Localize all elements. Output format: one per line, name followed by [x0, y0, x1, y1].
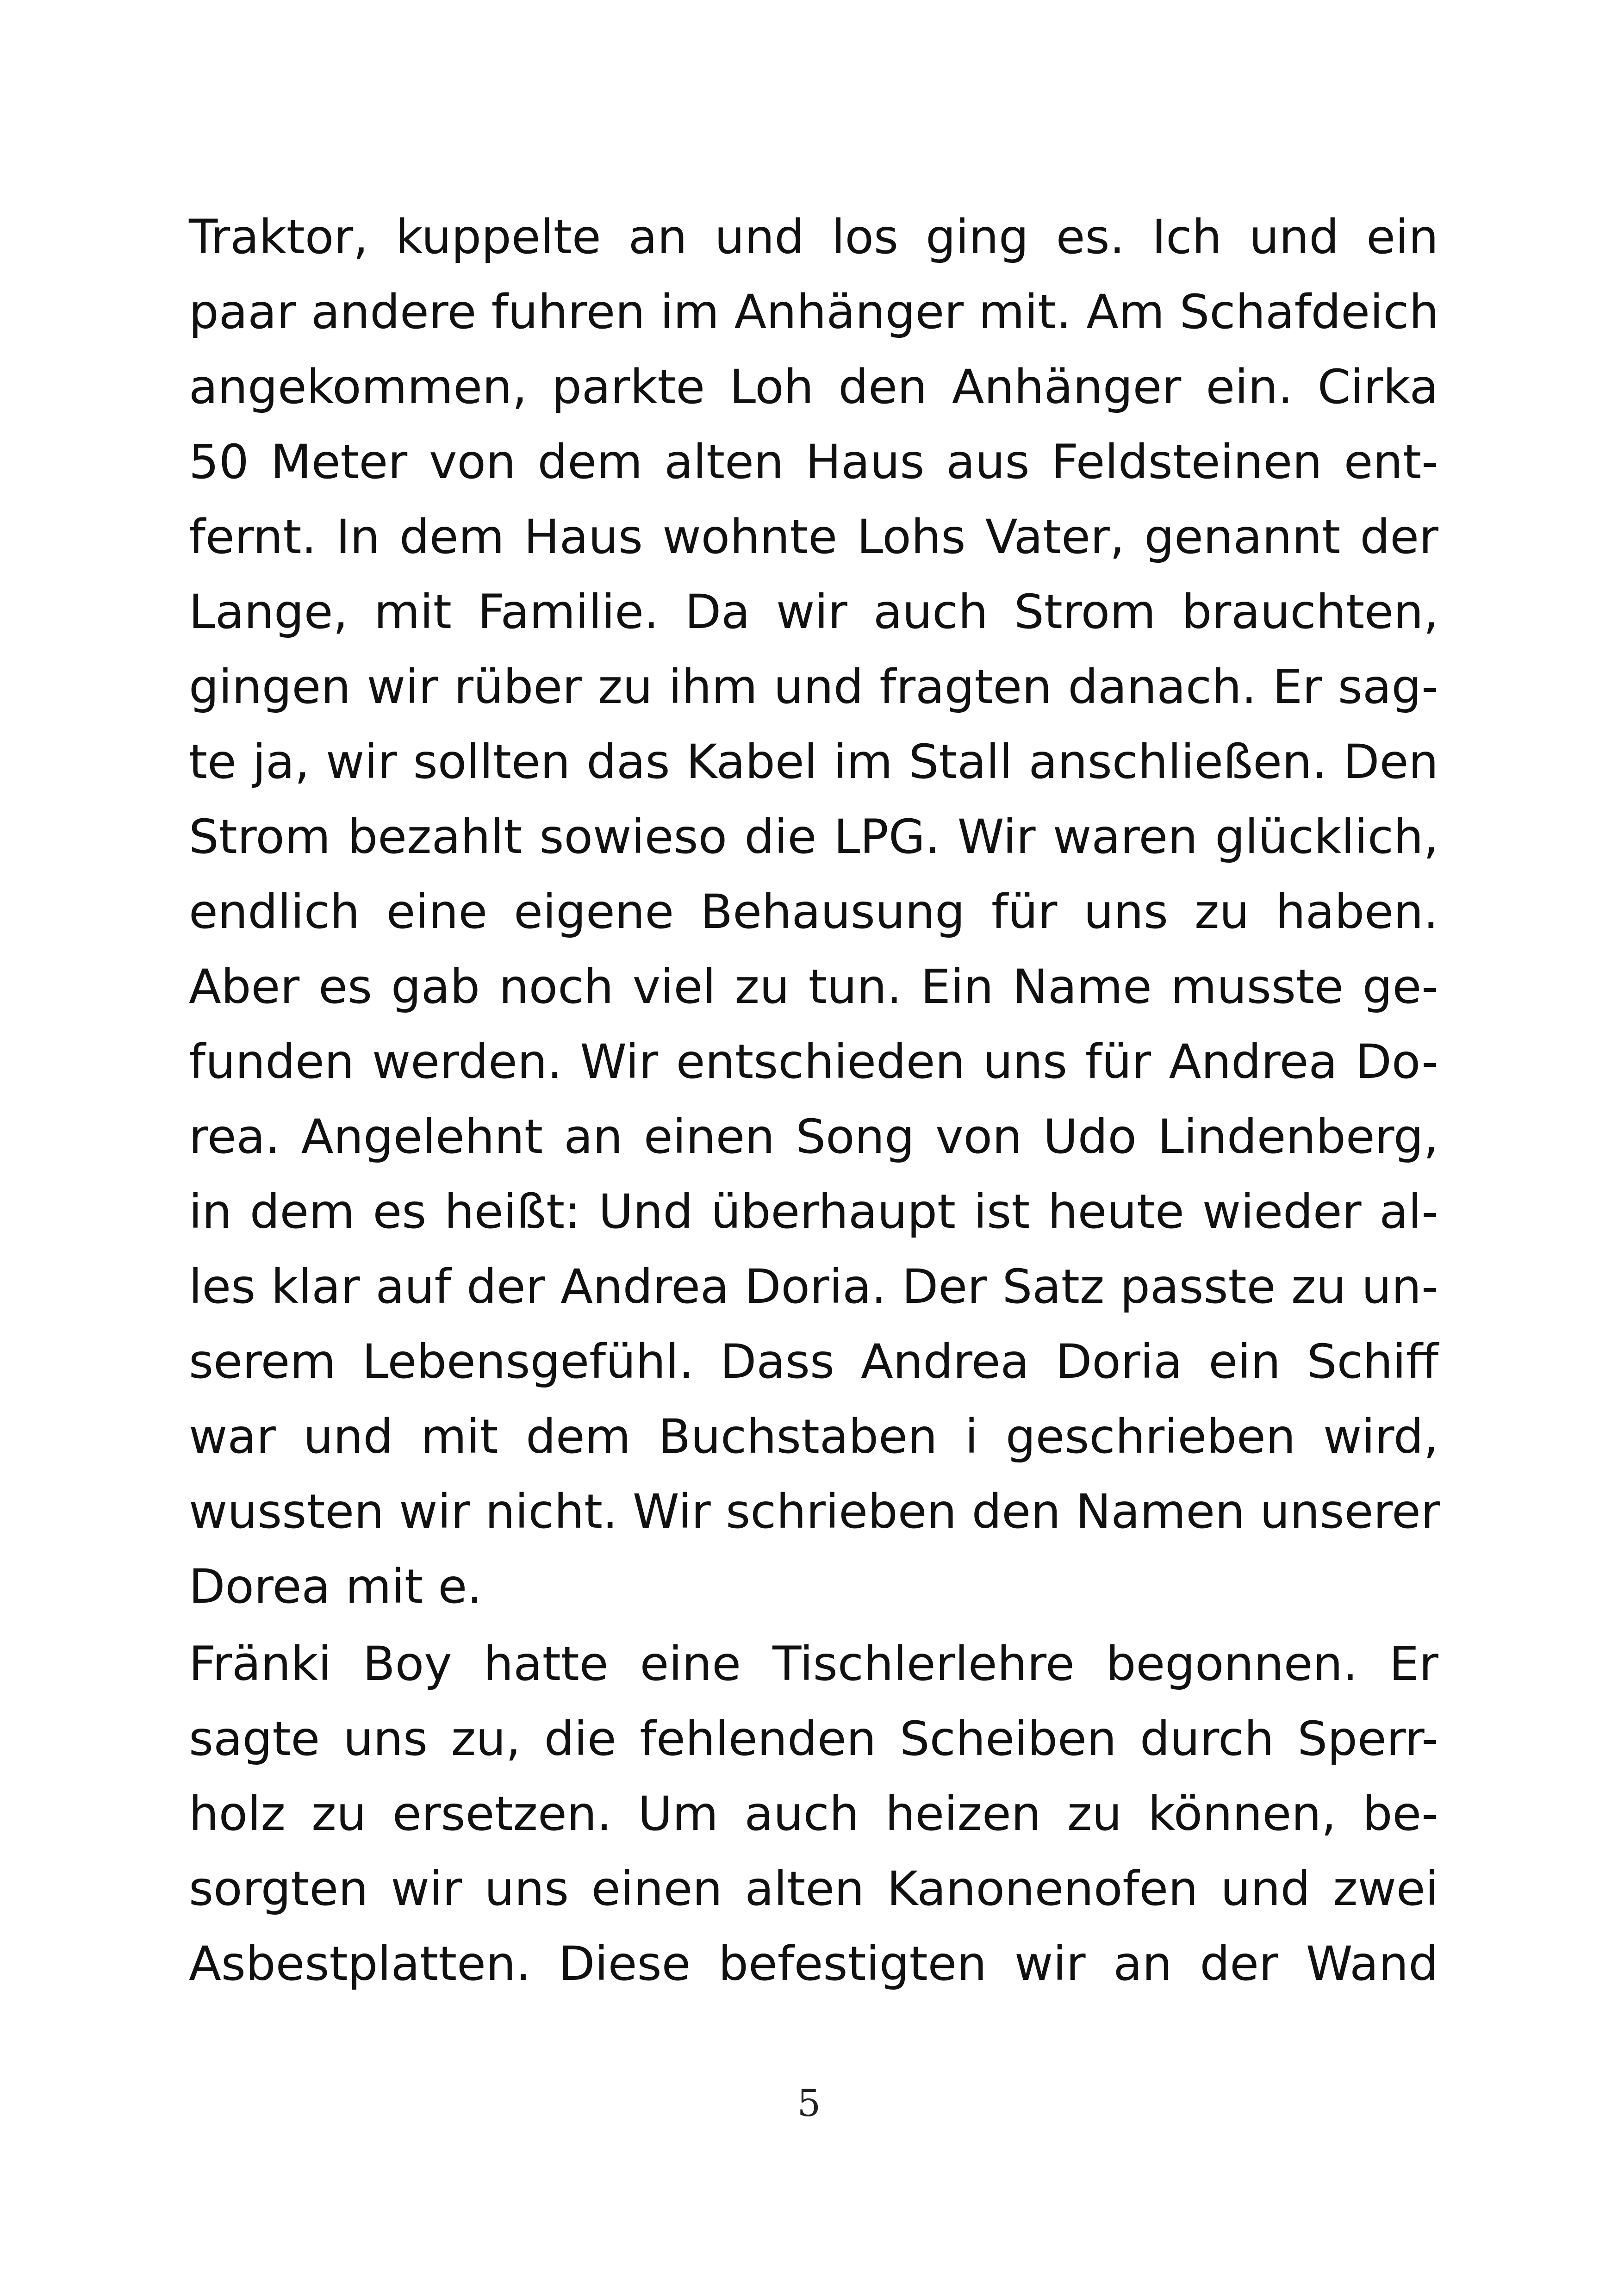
text-line: gingen wir rüber zu ihm und fragten danach. Er sag-: [189, 660, 1438, 715]
text-line: sagte uns zu, die fehlenden Scheiben durch Sperr-: [189, 1711, 1438, 1767]
text-line: rea. Angelehnt an einen Song von Udo Lindenberg,: [189, 1109, 1438, 1164]
text-line: Lange, mit Familie. Da wir auch Strom brauchten,: [189, 585, 1438, 640]
text-line: Dorea mit e.: [189, 1559, 482, 1614]
text-line: wussten wir nicht. Wir schrieben den Namen unserer: [189, 1484, 1440, 1539]
text-line: paar andere fuhren im Anhänger mit. Am Schafdeich: [189, 285, 1439, 340]
text-line: holz zu ersetzen. Um auch heizen zu können, be-: [189, 1786, 1438, 1842]
text-line: endlich eine eigene Behausung für uns zu haben.: [189, 884, 1438, 940]
text-line: in dem es heißt: Und überhaupt ist heute wieder al-: [189, 1184, 1438, 1239]
text-line: Aber es gab noch viel zu tun. Ein Name musste ge-: [189, 959, 1438, 1014]
text-line: fernt. In dem Haus wohnte Lohs Vater, genannt der: [189, 510, 1438, 565]
text-line: 50 Meter von dem alten Haus aus Feldsteinen ent-: [189, 435, 1438, 490]
text-line: les klar auf der Andrea Doria. Der Satz passte zu un-: [189, 1259, 1438, 1314]
text-line: Strom bezahlt sowieso die LPG. Wir waren glücklich,: [189, 809, 1438, 865]
text-line: serem Lebensgefühl. Dass Andrea Doria ein Schiff: [189, 1334, 1438, 1389]
text-line: Traktor, kuppelte an und los ging es. Ich und ein: [189, 210, 1438, 265]
text-line: war und mit dem Buchstaben i geschrieben wird,: [189, 1409, 1438, 1464]
text-line: Fränki Boy hatte eine Tischlerlehre begonnen. Er: [189, 1636, 1438, 1692]
text-line: te ja, wir sollten das Kabel im Stall anschließen. Den: [189, 734, 1438, 790]
text-line: angekommen, parkte Loh den Anhänger ein. Cirka: [189, 360, 1438, 415]
text-line: funden werden. Wir entschieden uns für Andrea Do-: [189, 1034, 1438, 1089]
text-line: Asbestplatten. Diese befestigten wir an der Wand: [189, 1936, 1438, 1991]
page-number: 5: [797, 2082, 821, 2125]
text-line: sorgten wir uns einen alten Kanonenofen und zwei: [189, 1861, 1438, 1916]
